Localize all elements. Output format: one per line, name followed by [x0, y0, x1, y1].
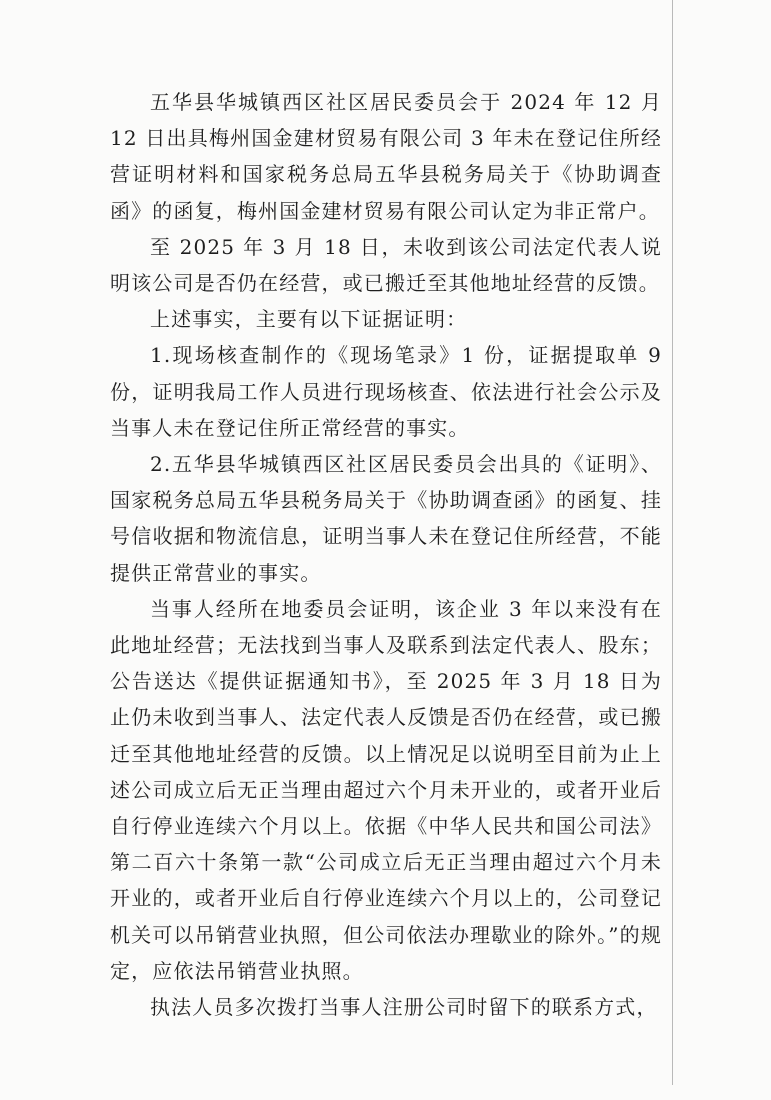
paragraph-6: 当事人经所在地委员会证明，该企业 3 年以来没有在此地址经营；无法找到当事人及联系到法定代表人、股东；公告送达《提供证据通知书》，至 2025 年 3 月 18 日为止仍未收到当事人、法定代表人反馈是否仍在经营，或已搬迁至其他地址经营的反馈。以上情况足以说明至目前为止上述公司成立后无正当理由超过六个月未开业的，或者开业后自行停业连续六个月以上。依据《中华人民共和国公司法》第二百六十条第一款“公司成立后无正当理由超过六个月未开业的，或者开业后自行停业连续六个月以上的，公司登记机关可以吊销营业执照，但公司依法办理歇业的除外。”的规定，应依法吊销营业执照。	[110, 596, 662, 983]
paragraph-3: 上述事实，主要有以下证据证明：	[150, 307, 468, 332]
scan-edge-line	[672, 0, 673, 1085]
paragraph-2: 至 2025 年 3 月 18 日，未收到该公司法定代表人说明该公司是否仍在经营，或已搬迁至其他地址经营的反馈。	[110, 234, 662, 296]
paragraph-4: 1.现场核查制作的《现场笔录》1 份，证据提取单 9 份，证明我局工作人员进行现场核查、依法进行社会公示及当事人未在登记住所正常经营的事实。	[110, 343, 662, 440]
paragraph-5: 2.五华县华城镇西区社区居民委员会出具的《证明》、国家税务总局五华县税务局关于《协助调查函》的函复、挂号信收据和物流信息，证明当事人未在登记住所经营，不能提供正常营业的事实。	[110, 452, 662, 585]
paragraph-1: 五华县华城镇西区社区居民委员会于 2024 年 12 月 12 日出具梅州国金建材贸易有限公司 3 年未在登记住所经营证明材料和国家税务总局五华县税务局关于《协助调查函》的函复，梅州国金建材贸易有限公司认定为非正常户。	[110, 90, 662, 223]
paragraph-7: 执法人员多次拨打当事人注册公司时留下的联系方式，	[150, 995, 658, 1020]
document-body	[110, 84, 662, 1025]
